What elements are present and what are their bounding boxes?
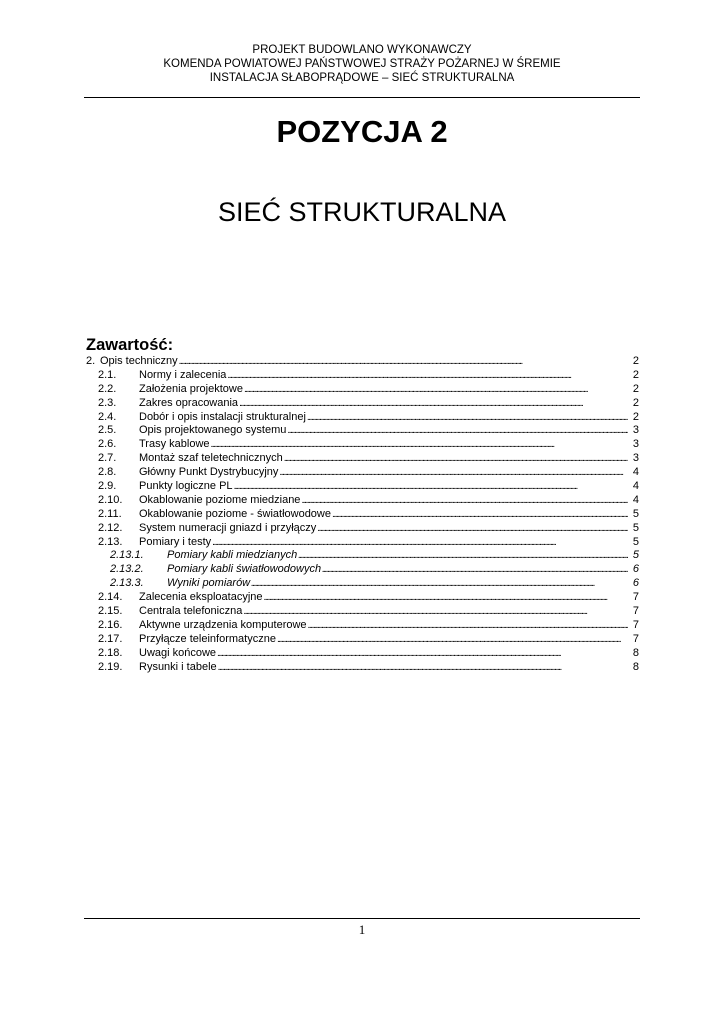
toc-entry-number: 2.18. xyxy=(98,646,123,659)
toc-entry[interactable] xyxy=(86,619,639,633)
toc-entry-title: Uwagi końcowe xyxy=(139,646,217,659)
toc-entry[interactable] xyxy=(86,591,639,605)
toc-entry-page: 8 xyxy=(632,646,639,659)
toc-entry-page: 6 xyxy=(632,577,639,590)
toc-entry-number: 2.10. xyxy=(98,493,123,506)
toc-dot-leader xyxy=(287,424,628,438)
page-number: 1 xyxy=(358,922,366,937)
toc-entry-page: 8 xyxy=(632,660,639,673)
toc-entry-title: Okablowanie poziome miedziane xyxy=(139,493,301,506)
toc-entry[interactable] xyxy=(86,661,639,675)
toc-dot-leader xyxy=(298,549,628,563)
toc-entry[interactable] xyxy=(86,369,639,383)
toc-entry-number: 2.19. xyxy=(98,660,123,673)
toc-entry-page: 5 xyxy=(632,507,639,520)
footer-divider xyxy=(84,918,640,919)
toc-entry-number: 2.5. xyxy=(98,424,117,437)
toc-entry-title: Aktywne urządzenia komputerowe xyxy=(139,618,307,631)
toc-entry-page: 6 xyxy=(632,563,639,576)
toc-entry-page: 7 xyxy=(632,632,639,645)
toc-entry-title: System numeracji gniazd i przyłączy xyxy=(139,521,317,534)
header-divider xyxy=(84,97,640,98)
toc-entry-number: 2.7. xyxy=(98,452,117,465)
toc-dot-leader xyxy=(301,494,628,508)
toc-entry-number: 2.13.1. xyxy=(110,549,144,562)
toc-entry-number: 2.16. xyxy=(98,618,123,631)
toc-entry-number: 2.2. xyxy=(98,382,117,395)
toc-dot-leader xyxy=(227,369,628,383)
toc-entry-number: 2.17. xyxy=(98,632,123,645)
page-title: POZYCJA 2 xyxy=(276,114,448,149)
toc-dot-leader xyxy=(234,480,628,494)
toc-entry-body xyxy=(139,480,639,494)
header-line-project: PROJEKT BUDOWLANO WYKONAWCZY xyxy=(252,44,472,56)
toc-entry-title: Założenia projektowe xyxy=(139,382,243,395)
toc-entry-number: 2.8. xyxy=(98,466,117,479)
toc-entry-body xyxy=(139,383,639,397)
toc-dot-leader xyxy=(317,522,628,536)
toc-entry[interactable] xyxy=(86,605,639,619)
toc-entry-title: Opis projektowanego systemu xyxy=(139,424,287,437)
toc-entry[interactable] xyxy=(86,383,639,397)
toc-heading: Zawartość: xyxy=(86,336,174,354)
toc-entry-title: Punkty logiczne PL xyxy=(139,480,233,493)
toc-entry-title: Centrala telefoniczna xyxy=(139,605,243,618)
toc-entry-page: 4 xyxy=(632,493,639,506)
toc-dot-leader xyxy=(277,633,628,647)
toc-dot-leader xyxy=(243,605,628,619)
header-line-installation: INSTALACJA SŁABOPRĄDOWE – SIEĆ STRUKTURALNA xyxy=(209,72,515,84)
toc-entry-body xyxy=(167,577,639,591)
toc-entry-title: Pomiary kabli miedzianych xyxy=(167,549,298,562)
toc-dot-leader xyxy=(218,661,628,675)
toc-entry[interactable] xyxy=(86,438,639,452)
toc-entry-page: 4 xyxy=(632,480,639,493)
toc-entry-number: 2.13.3. xyxy=(110,577,144,590)
toc-dot-leader xyxy=(307,411,628,425)
toc-entry-number: 2.9. xyxy=(98,480,117,493)
toc-entry-body xyxy=(139,438,639,452)
toc-entry-body xyxy=(139,452,639,466)
toc-dot-leader xyxy=(279,466,628,480)
toc-entry[interactable] xyxy=(86,480,639,494)
toc-entry-title: Przyłącze teleinformatyczne xyxy=(139,632,276,645)
toc-entry-title: Zakres opracowania xyxy=(139,396,239,409)
toc-entry-title: Pomiary i testy xyxy=(139,535,212,548)
toc-dot-leader xyxy=(322,563,628,577)
toc-entry-title: Normy i zalecenia xyxy=(139,368,227,381)
toc-entry-page: 7 xyxy=(632,591,639,604)
toc-entry-body xyxy=(139,466,639,480)
toc-entry[interactable] xyxy=(86,633,639,647)
toc-entry-body xyxy=(139,633,639,647)
toc-dot-leader xyxy=(264,591,628,605)
toc-entry-body xyxy=(139,411,639,425)
toc-entry-body xyxy=(167,563,639,577)
toc-entry-title: Opis techniczny xyxy=(100,355,178,367)
toc-entry-page: 2 xyxy=(632,396,639,409)
toc-entry-page: 3 xyxy=(632,424,639,437)
toc-dot-leader xyxy=(217,647,628,661)
toc-dot-leader xyxy=(251,577,628,591)
toc-entry[interactable] xyxy=(86,563,639,577)
toc-entry-body xyxy=(139,591,639,605)
toc-entry-title: Główny Punkt Dystrybucyjny xyxy=(139,466,279,479)
toc-entry-page: 2 xyxy=(632,410,639,423)
toc-entry[interactable] xyxy=(86,397,639,411)
toc-entry-body xyxy=(139,647,639,661)
toc-entry-title: Okablowanie poziome - światłowodowe xyxy=(139,507,331,520)
toc-entry-body xyxy=(139,508,639,522)
toc-entry-number: 2.14. xyxy=(98,591,123,604)
toc-entry[interactable] xyxy=(86,466,639,480)
toc-dot-leader xyxy=(211,438,628,452)
toc-entry-page: 5 xyxy=(632,549,639,562)
toc-entry-page: 5 xyxy=(632,535,639,548)
toc-dot-leader xyxy=(284,452,628,466)
toc-entry-title: Pomiary kabli światłowodowych xyxy=(167,563,322,576)
toc-entry-body xyxy=(139,605,639,619)
toc-entry-number: 2.3. xyxy=(98,396,117,409)
toc-entry-number: 2. xyxy=(86,355,96,367)
toc-entry-title: Zalecenia eksploatacyjne xyxy=(139,591,263,604)
table-of-contents xyxy=(86,355,639,674)
toc-entry-body xyxy=(100,355,639,369)
toc-entry[interactable] xyxy=(86,577,639,591)
toc-entry-number: 2.4. xyxy=(98,410,117,423)
toc-dot-leader xyxy=(244,383,628,397)
toc-entry[interactable] xyxy=(86,411,639,425)
toc-entry-number: 2.11. xyxy=(98,507,122,520)
toc-entry-title: Rysunki i tabele xyxy=(139,660,217,673)
toc-dot-leader xyxy=(239,397,628,411)
toc-entry-title: Dobór i opis instalacji strukturalnej xyxy=(139,410,306,423)
document-header xyxy=(84,43,640,85)
toc-entry-page: 3 xyxy=(632,438,639,451)
toc-entry[interactable] xyxy=(86,647,639,661)
toc-entry-title: Wyniki pomiarów xyxy=(167,577,251,590)
toc-entry-number: 2.13.2. xyxy=(110,563,144,576)
toc-dot-leader xyxy=(308,619,628,633)
toc-entry[interactable] xyxy=(86,522,639,536)
toc-entry-body xyxy=(139,619,639,633)
toc-entry-number: 2.6. xyxy=(98,438,117,451)
toc-entry-number: 2.15. xyxy=(98,605,123,618)
toc-entry-page: 2 xyxy=(632,355,639,367)
toc-entry-title: Montaż szaf teletechnicznych xyxy=(139,452,283,465)
toc-entry-number: 2.12. xyxy=(98,521,123,534)
toc-dot-leader xyxy=(179,355,628,369)
toc-entry-page: 7 xyxy=(632,618,639,631)
toc-entry-body xyxy=(139,369,639,383)
toc-entry-page: 4 xyxy=(632,466,639,479)
toc-dot-leader xyxy=(212,536,628,550)
toc-entry[interactable] xyxy=(86,536,639,550)
toc-entry-page: 7 xyxy=(632,605,639,618)
toc-entry[interactable] xyxy=(86,549,639,563)
page-subtitle: SIEĆ STRUKTURALNA xyxy=(217,197,507,227)
toc-entry[interactable] xyxy=(86,494,639,508)
toc-entry-number: 2.13. xyxy=(98,535,123,548)
toc-entry[interactable] xyxy=(86,424,639,438)
toc-entry[interactable] xyxy=(86,355,639,369)
toc-entry-body xyxy=(139,397,639,411)
toc-entry[interactable] xyxy=(86,452,639,466)
toc-entry-page: 5 xyxy=(632,521,639,534)
toc-entry-body xyxy=(139,522,639,536)
toc-entry-page: 3 xyxy=(632,452,639,465)
toc-entry-title: Trasy kablowe xyxy=(139,438,210,451)
toc-entry-page: 2 xyxy=(632,368,639,381)
toc-entry-body xyxy=(139,661,639,675)
toc-dot-leader xyxy=(332,508,628,522)
header-line-client: KOMENDA POWIATOWEJ PAŃSTWOWEJ STRAŻY POŻARNEJ W ŚREMIE xyxy=(163,58,561,70)
toc-entry[interactable] xyxy=(86,508,639,522)
toc-entry-page: 2 xyxy=(632,382,639,395)
toc-entry-body xyxy=(139,424,639,438)
toc-entry-body xyxy=(139,536,639,550)
toc-entry-body xyxy=(167,549,639,563)
toc-entry-number: 2.1. xyxy=(98,368,117,381)
toc-entry-body xyxy=(139,494,639,508)
